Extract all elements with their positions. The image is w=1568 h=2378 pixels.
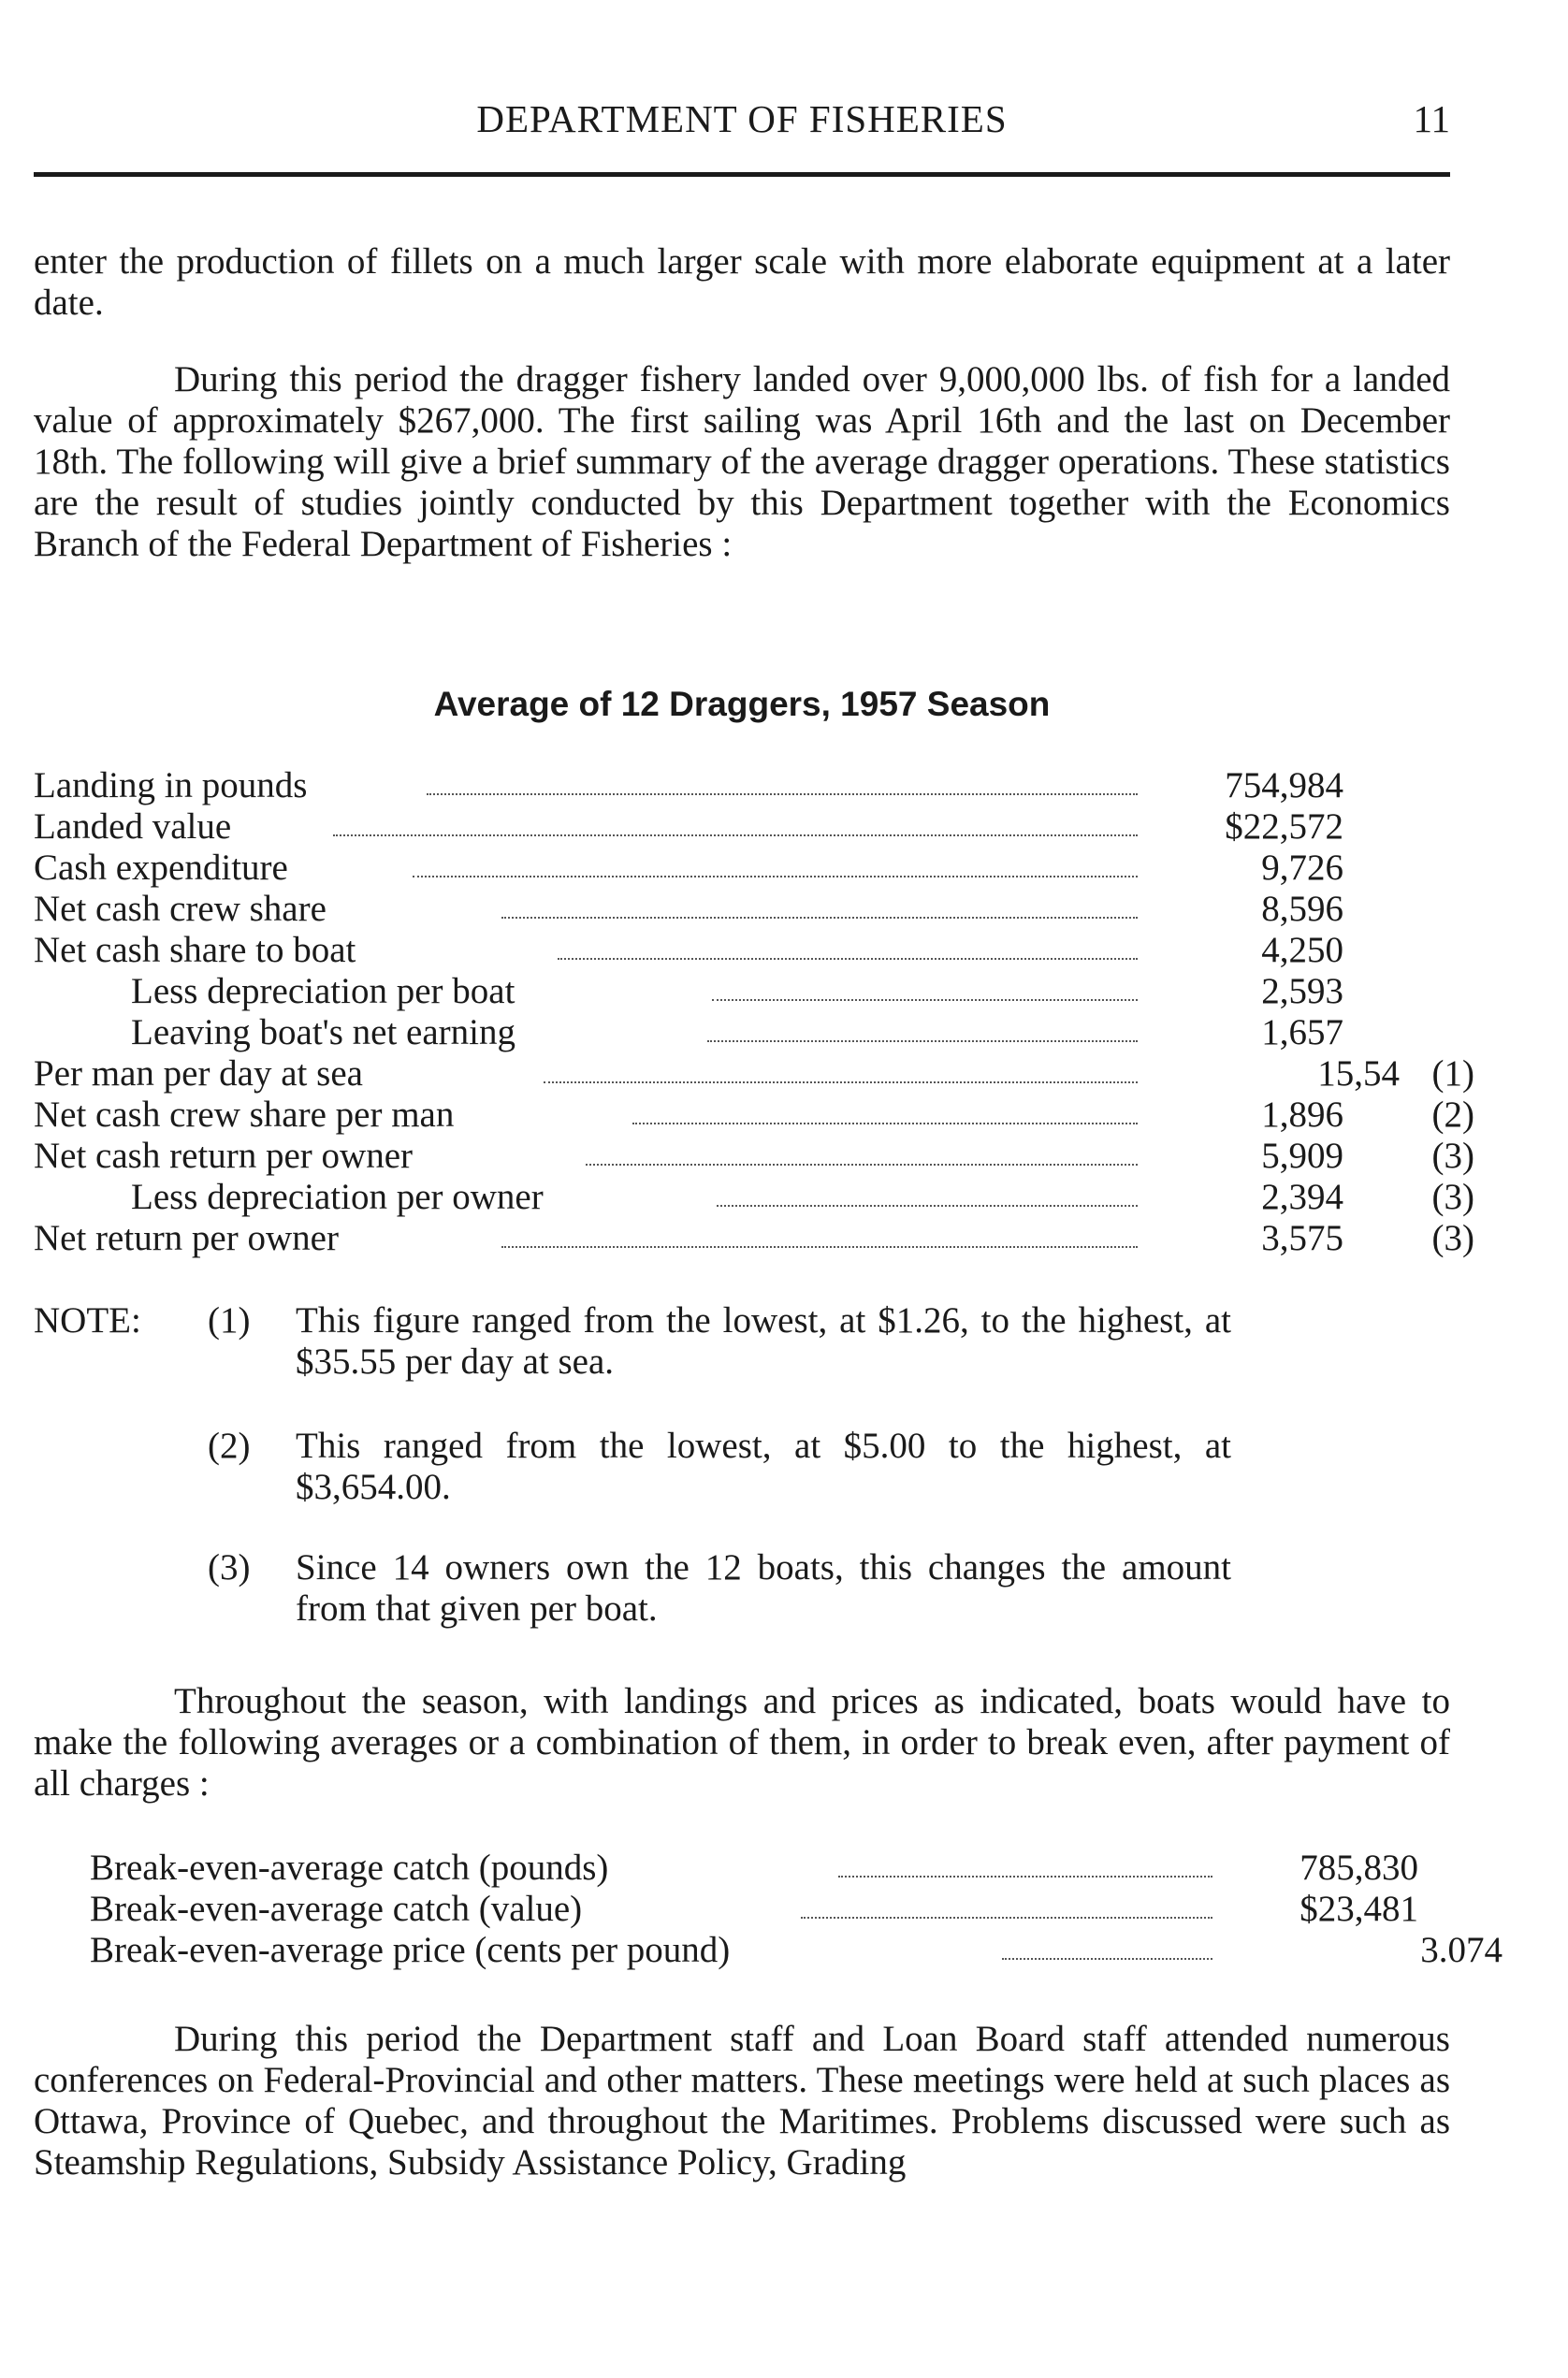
table-row (34, 930, 1474, 971)
note-lead: NOTE: (34, 1300, 141, 1341)
row-value: 4,250 (1261, 930, 1343, 970)
table-row (90, 1889, 1428, 1930)
table-row (34, 1177, 1474, 1218)
table-row (34, 1012, 1474, 1053)
leader-dots (413, 876, 1138, 877)
page-number: 11 (1413, 97, 1450, 140)
row-value: 2,394 (1261, 1177, 1343, 1217)
leader-dots (632, 1123, 1138, 1124)
dragger-statistics-table (34, 765, 1474, 1259)
row-value: 8,596 (1261, 889, 1343, 929)
leader-dots (707, 1040, 1138, 1042)
break-even-table (90, 1848, 1503, 1971)
table-row (90, 1848, 1428, 1889)
row-label: Net cash share to boat (34, 930, 356, 970)
table-row (34, 889, 1474, 930)
paragraph-continued: enter the production of fillets on a much larger scale with more elaborate equipment at a later date. (34, 241, 1450, 323)
leader-dots (501, 1246, 1138, 1248)
row-label: Landing in pounds (34, 765, 308, 805)
row-label: Per man per day at sea (34, 1053, 363, 1094)
leader-dots (838, 1876, 1212, 1878)
leader-dots (717, 1205, 1138, 1207)
row-label: Landed value (34, 806, 232, 847)
paragraph-break-even: Throughout the season, with landings and prices as indicated, boats would have to make the following averages or a combination of them, in order to break even, after payment of all charges : (34, 1681, 1450, 1804)
row-value: 785,830 (1299, 1848, 1418, 1888)
table-row (34, 1053, 1474, 1095)
leader-dots (558, 958, 1138, 960)
row-value: 5,909 (1261, 1136, 1343, 1176)
row-label: Less depreciation per boat (131, 971, 515, 1011)
leader-dots (712, 999, 1138, 1001)
table-row (34, 765, 1474, 806)
row-value: $23,481 (1299, 1889, 1418, 1929)
row-value: 2,593 (1261, 971, 1343, 1011)
table-row (34, 971, 1474, 1012)
row-value: 754,984 (1225, 765, 1343, 805)
table-row (34, 1218, 1474, 1259)
row-note: (1) (1431, 1053, 1474, 1094)
row-value: 3,575 (1261, 1218, 1343, 1258)
row-note: (3) (1431, 1136, 1474, 1176)
paragraph-dragger-summary: During this period the dragger fishery landed over 9,000,000 lbs. of fish for a landed value of approximately $267,000. The first sailing was April 16th and the last on December 18th. The following will give a brief summary of the average dragger operations. These statistics are the result of studies jointly conducted by this Department together with the Economics Branch of the Federal Department of Fisheries : (34, 359, 1450, 564)
row-label: Net cash return per owner (34, 1136, 413, 1176)
row-value: $22,572 (1225, 806, 1343, 847)
footnote-mark: (2) (208, 1426, 251, 1466)
row-value: 1,657 (1261, 1012, 1343, 1052)
row-value: 15,54 (1317, 1053, 1400, 1094)
row-value: 3.074 (1420, 1930, 1503, 1970)
leader-dots (427, 793, 1138, 795)
row-label: Break-even-average price (cents per pound) (90, 1930, 731, 1970)
row-label: Break-even-average catch (pounds) (90, 1848, 609, 1888)
footnote-text: This ranged from the lowest, at $5.00 to the highest, at $3,654.00. (296, 1426, 1231, 1507)
table-row (34, 1095, 1474, 1136)
table-title: Average of 12 Draggers, 1957 Season (433, 685, 1051, 723)
row-label: Cash expenditure (34, 848, 288, 888)
leader-dots (544, 1081, 1138, 1083)
running-head: DEPARTMENT OF FISHERIES (476, 97, 1008, 140)
row-value: 1,896 (1261, 1095, 1343, 1135)
table-row (34, 848, 1474, 889)
row-value: 9,726 (1261, 848, 1343, 888)
leader-dots (1002, 1958, 1212, 1960)
leader-dots (501, 917, 1138, 919)
table-row (34, 806, 1474, 848)
row-label: Leaving boat's net earning (131, 1012, 515, 1052)
leader-dots (801, 1917, 1212, 1919)
footnote-text: Since 14 owners own the 12 boats, this changes the amount from that given per boat. (296, 1547, 1231, 1629)
row-note: (2) (1431, 1095, 1474, 1135)
row-label: Net return per owner (34, 1218, 339, 1258)
row-label: Net cash crew share (34, 889, 327, 929)
leader-dots (586, 1164, 1138, 1166)
table-row (90, 1930, 1503, 1971)
row-note: (3) (1431, 1177, 1474, 1217)
leader-dots (333, 834, 1138, 836)
footnote-text: This figure ranged from the lowest, at $1.26, to the highest, at $35.55 per day at sea. (296, 1300, 1231, 1382)
page-header (34, 96, 1450, 152)
header-rule (34, 172, 1450, 177)
row-note: (3) (1431, 1218, 1474, 1258)
paragraph-conferences: During this period the Department staff and Loan Board staff attended numerous conferences on Federal-Provincial and other matters. These meetings were held at such places as Ottawa, Province of Quebec, and throughout the Maritimes. Problems discussed were such as Steamship Regulations, Subsidy Assistance Policy, Grading (34, 2019, 1450, 2182)
table-row (34, 1136, 1474, 1177)
footnote-mark: (3) (208, 1547, 251, 1588)
row-label: Break-even-average catch (value) (90, 1889, 583, 1929)
row-label: Less depreciation per owner (131, 1177, 544, 1217)
row-label: Net cash crew share per man (34, 1095, 455, 1135)
footnote-mark: (1) (208, 1300, 251, 1341)
